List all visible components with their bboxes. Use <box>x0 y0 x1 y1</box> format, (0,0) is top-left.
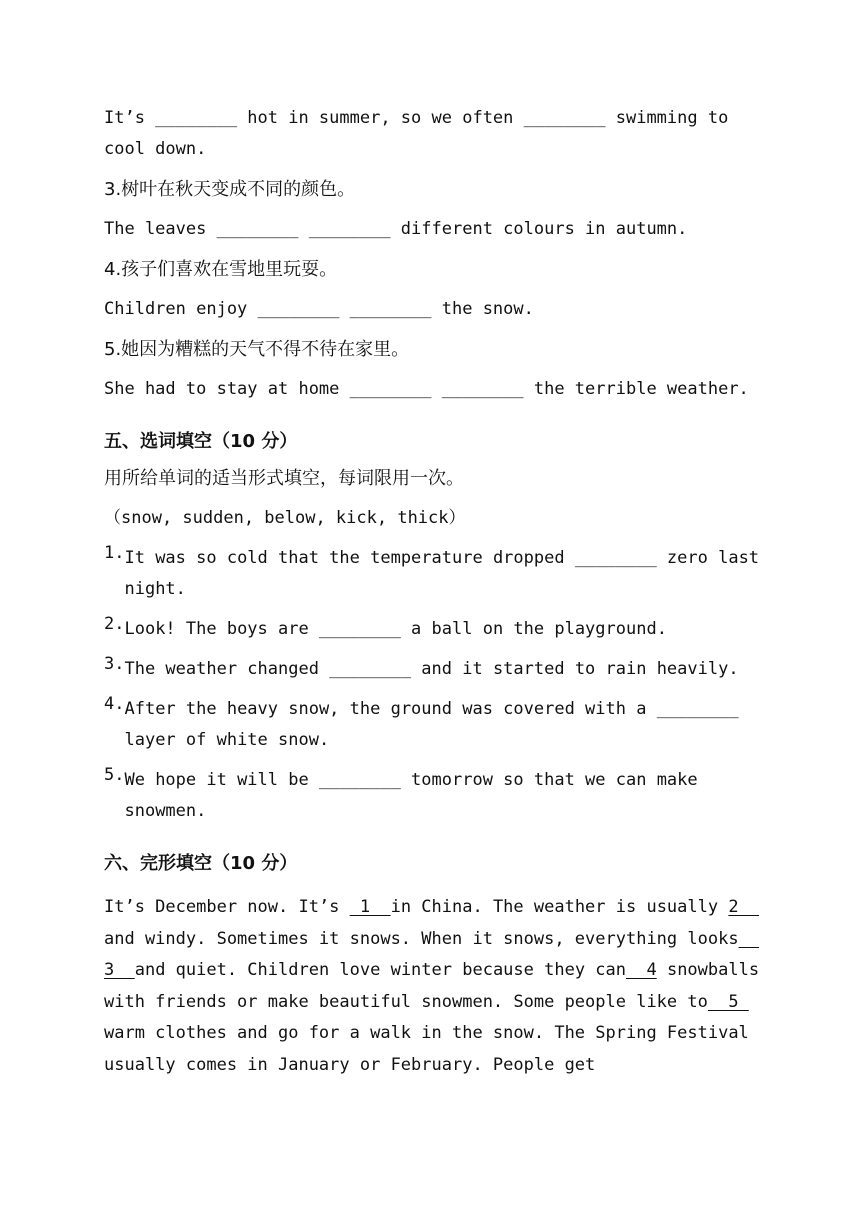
section4-q5-english: She had to stay at home ________ ________ the terrible weather. <box>104 379 749 399</box>
section5-item-5 <box>104 765 764 827</box>
passage-text: snowballs with friends or make beautiful snowmen. Some people like to <box>104 960 770 1012</box>
item-number: 4. <box>104 694 125 714</box>
blank-3: 3 <box>104 928 760 980</box>
item-text: The weather changed ________ and it started to rain heavily. <box>124 659 739 679</box>
blank-1: 1 <box>349 897 391 917</box>
item-text: Look! The boys are ________ a ball on the playground. <box>124 619 667 639</box>
passage-text: in China. The weather is usually <box>390 897 729 917</box>
section4-q3-english: The leaves ________ ________ different colours in autumn. <box>104 219 688 239</box>
section4-q5-chinese: 5.她因为糟糕的天气不得不待在家里。 <box>104 339 410 360</box>
section5-instruction: 用所给单词的适当形式填空，每词限用一次。 <box>104 468 464 489</box>
section5-title: 五、选词填空（10 分） <box>104 431 298 452</box>
item-text: After the heavy snow, the ground was covered with a ________ layer of white snow. <box>124 699 749 750</box>
section5-item-4 <box>104 694 764 756</box>
passage-text: and quiet. Children love winter because they can <box>134 960 626 980</box>
section4-q4-english: Children enjoy ________ ________ the snow. <box>104 299 534 319</box>
item-number: 1. <box>104 543 125 563</box>
item-number: 2. <box>104 614 125 634</box>
section4-q3-chinese: 3.树叶在秋天变成不同的颜色。 <box>104 179 356 200</box>
section5-item-1 <box>104 543 770 605</box>
worksheet-page <box>104 103 770 1098</box>
item-text: It was so cold that the temperature dropped ________ zero last night. <box>124 548 770 599</box>
section4-q2-english: It’s ________ hot in summer, so we often ________ swimming to cool down. <box>104 108 739 159</box>
passage-text: warm clothes and go for a walk in the snow. The Spring Festival usually comes in January or February. People get <box>104 991 760 1075</box>
item-number: 5. <box>104 765 125 785</box>
item-text: We hope it will be ________ tomorrow so that we can make snowmen. <box>124 770 708 821</box>
item-number: 3. <box>104 654 125 674</box>
section5-item-3 <box>104 654 764 685</box>
section5-word-bank: （snow, sudden, below, kick, thick） <box>104 508 466 528</box>
passage-text: and windy. Sometimes it snows. When it snows, everything looks <box>104 928 739 949</box>
blank-4: 4 <box>626 960 657 980</box>
blank-2: 2 <box>728 897 760 917</box>
passage-text: It’s December now. It’s <box>104 897 350 917</box>
cloze-passage <box>104 892 770 1081</box>
section4-q4-chinese: 4.孩子们喜欢在雪地里玩耍。 <box>104 259 338 280</box>
section6-title: 六、完形填空（10 分） <box>104 853 298 874</box>
section5-item-2 <box>104 614 764 645</box>
blank-5: 5 <box>707 991 749 1012</box>
